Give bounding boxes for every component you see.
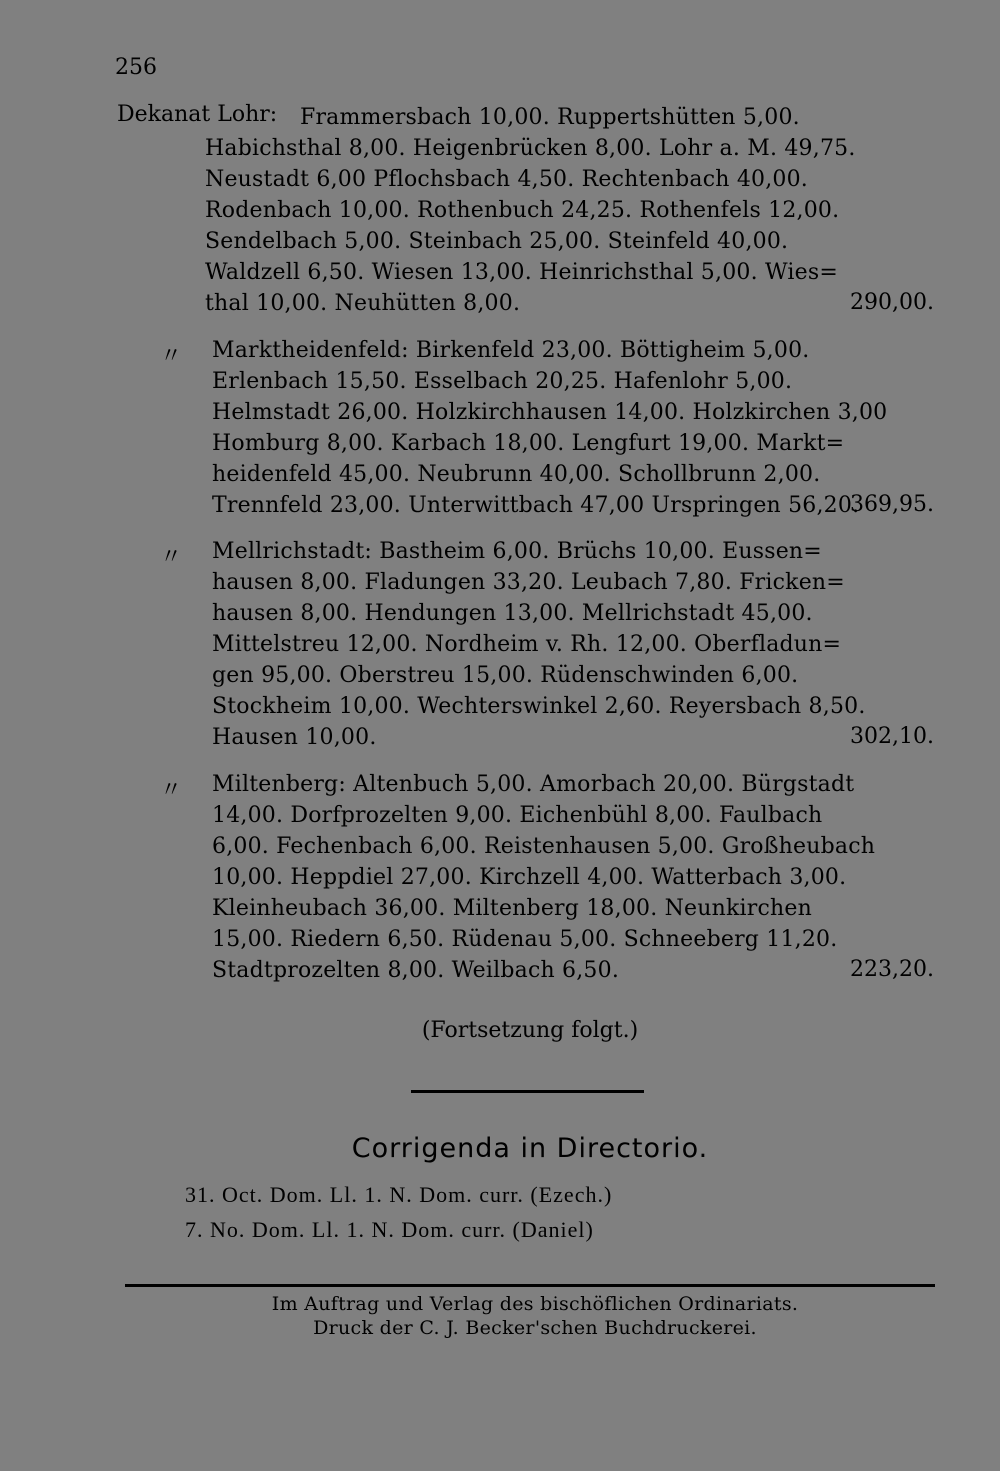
dekanat-total: 302,10.: [850, 724, 934, 749]
entry-line: 10,00. Heppdiel 27,00. Kirchzell 4,00. Watterbach 3,00.: [212, 865, 847, 890]
entry-lines: [212, 335, 888, 521]
entry-line: Frammersbach 10,00. Ruppertshütten 5,00.: [300, 105, 800, 130]
entry-line: gen 95,00. Oberstreu 15,00. Rüdenschwinden 6,00.: [212, 663, 799, 688]
entry-lines: [205, 102, 856, 319]
entry-line: Kleinheubach 36,00. Miltenberg 18,00. Neunkirchen: [212, 896, 812, 921]
page-number: 256: [115, 55, 157, 80]
corrigenda-line: 31. Oct. Dom. Ll. 1. N. Dom. curr. (Ezech.): [185, 1182, 613, 1207]
entry-line: Rodenbach 10,00. Rothenbuch 24,25. Rothenfels 12,00.: [205, 198, 840, 223]
entry-line: Trennfeld 23,00. Unterwittbach 47,00 Urspringen 56,20.: [212, 493, 860, 518]
footer-rule: [125, 1284, 935, 1287]
entry-line: Mellrichstadt: Bastheim 6,00. Brüchs 10,00. Eussen=: [212, 539, 822, 564]
entry-line: Hausen 10,00.: [212, 725, 377, 750]
entry-line: Sendelbach 5,00. Steinbach 25,00. Steinfeld 40,00.: [205, 229, 789, 254]
entry-line: Miltenberg: Altenbuch 5,00. Amorbach 20,00. Bürgstadt: [212, 772, 855, 797]
entry-line: 6,00. Fechenbach 6,00. Reistenhausen 5,00. Großheubach: [212, 834, 876, 859]
entry-line: Homburg 8,00. Karbach 18,00. Lengfurt 19,00. Markt=: [212, 431, 845, 456]
entry-line: thal 10,00. Neuhütten 8,00.: [205, 291, 521, 316]
entry-line: Stadtprozelten 8,00. Weilbach 6,50.: [212, 958, 620, 983]
corrigenda-title: Corrigenda in Directorio.: [351, 1133, 709, 1164]
ditto-mark: 〃: [160, 344, 183, 369]
entry-line: Neustadt 6,00 Pflochsbach 4,50. Rechtenbach 40,00.: [205, 167, 809, 192]
entry-line: Helmstadt 26,00. Holzkirchhausen 14,00. Holzkirchen 3,00: [212, 400, 888, 425]
entry-line: Waldzell 6,50. Wiesen 13,00. Heinrichsthal 5,00. Wies=: [205, 260, 838, 285]
entry-line: Stockheim 10,00. Wechterswinkel 2,60. Reyersbach 8,50.: [212, 694, 866, 719]
imprint-line: Druck der C. J. Becker'schen Buchdruckerei.: [313, 1317, 757, 1339]
dekanat-total: 369,95.: [850, 492, 934, 517]
entry-line: Mittelstreu 12,00. Nordheim v. Rh. 12,00. Oberfladun=: [212, 632, 842, 657]
ditto-mark: 〃: [160, 778, 183, 803]
dekanat-label: Dekanat Lohr:: [117, 102, 278, 127]
entry-line: hausen 8,00. Hendungen 13,00. Mellrichstadt 45,00.: [212, 601, 813, 626]
entry-line: 14,00. Dorfprozelten 9,00. Eichenbühl 8,00. Faulbach: [212, 803, 823, 828]
dekanat-total: 223,20.: [850, 957, 934, 982]
entry-line: Marktheidenfeld: Birkenfeld 23,00. Böttigheim 5,00.: [212, 338, 810, 363]
ditto-mark: 〃: [160, 545, 183, 570]
entry-line: 15,00. Riedern 6,50. Rüdenau 5,00. Schneeberg 11,20.: [212, 927, 838, 952]
dekanat-total: 290,00.: [850, 290, 934, 315]
corrigenda-line: 7. No. Dom. Ll. 1. N. Dom. curr. (Daniel): [185, 1217, 594, 1242]
entry-line: Habichsthal 8,00. Heigenbrücken 8,00. Lohr a. M. 49,75.: [205, 136, 856, 161]
imprint-line: Im Auftrag und Verlag des bischöflichen Ordinariats.: [271, 1293, 799, 1315]
entry-lines: [212, 536, 866, 753]
entry-line: Erlenbach 15,50. Esselbach 20,25. Hafenlohr 5,00.: [212, 369, 793, 394]
entry-lines: [212, 769, 876, 986]
continuation-note: (Fortsetzung folgt.): [421, 1018, 639, 1043]
entry-line: hausen 8,00. Fladungen 33,20. Leubach 7,80. Fricken=: [212, 570, 845, 595]
entry-line: heidenfeld 45,00. Neubrunn 40,00. Schollbrunn 2,00.: [212, 462, 821, 487]
divider-rule: [411, 1090, 644, 1093]
